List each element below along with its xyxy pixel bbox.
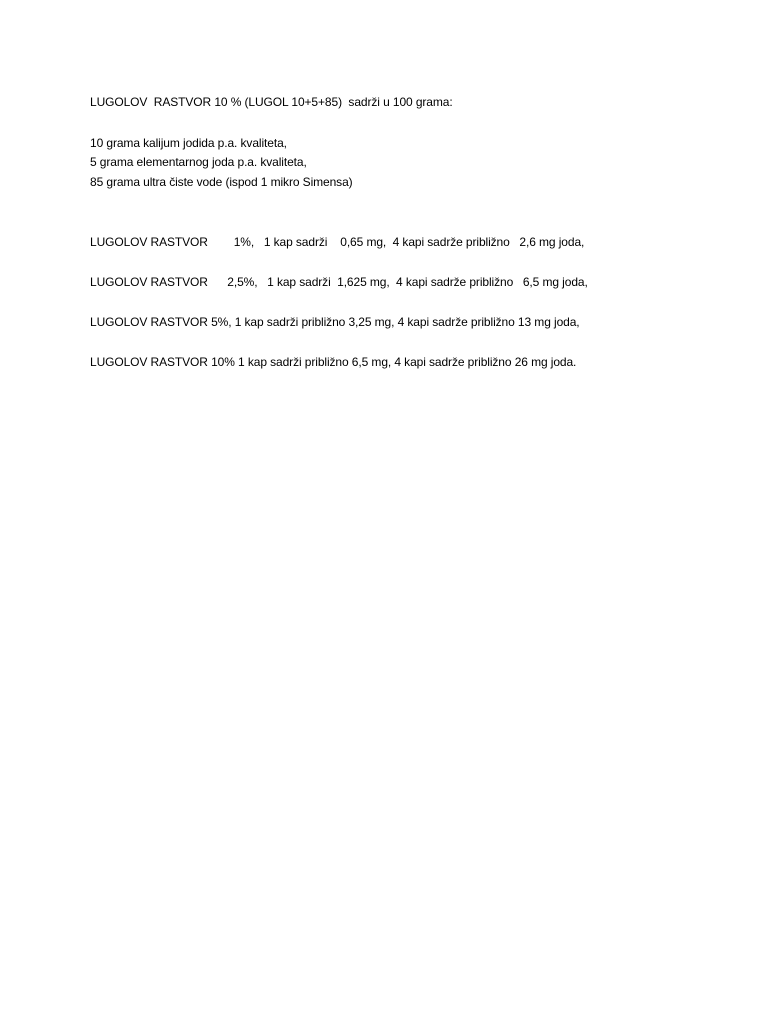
ingredient-line-water: 85 grama ultra čiste vode (ispod 1 mikro Simensa) [90, 175, 353, 189]
dosage-line-1-percent: LUGOLOV RASTVOR 1%, 1 kap sadrži 0,65 mg, 4 kapi sadrže približno 2,6 mg joda, [90, 235, 585, 249]
document-title: LUGOLOV RASTVOR 10 % (LUGOL 10+5+85) sadrži u 100 grama: [90, 95, 453, 109]
dosage-line-10-percent: LUGOLOV RASTVOR 10% 1 kap sadrži približno 6,5 mg, 4 kapi sadrže približno 26 mg joda. [90, 355, 577, 369]
ingredient-line-potassium-iodide: 10 grama kalijum jodida p.a. kvaliteta, [90, 136, 287, 150]
ingredient-line-elemental-iodine: 5 grama elementarnog joda p.a. kvaliteta, [90, 155, 307, 169]
dosage-line-2-5-percent: LUGOLOV RASTVOR 2,5%, 1 kap sadrži 1,625 mg, 4 kapi sadrže približno 6,5 mg joda, [90, 275, 588, 289]
dosage-line-5-percent: LUGOLOV RASTVOR 5%, 1 kap sadrži približno 3,25 mg, 4 kapi sadrže približno 13 mg joda, [90, 315, 580, 329]
